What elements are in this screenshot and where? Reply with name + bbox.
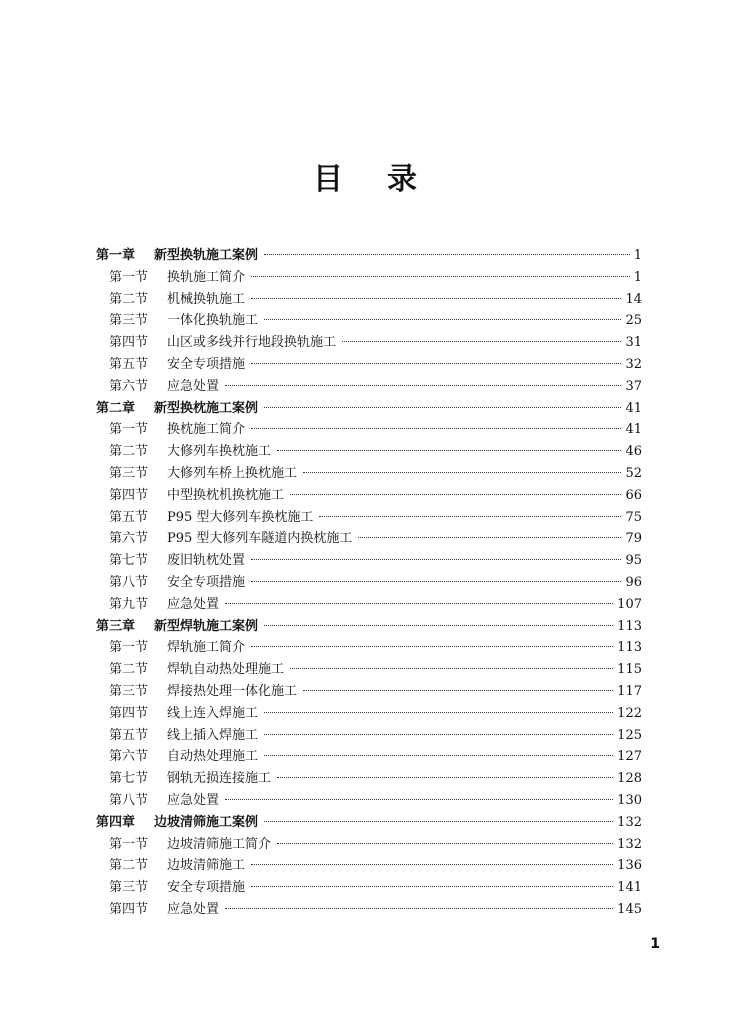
toc-entry-title: 换轨施工简介 [167,269,246,285]
toc-section-row [96,549,642,571]
toc-entry-title: 边坡清筛施工案例 [154,814,259,830]
toc-section-row [96,375,642,397]
toc-dot-leader [251,580,621,582]
toc-section-row [96,724,642,746]
toc-entry-title: 新型焊轨施工案例 [154,618,259,634]
toc-dot-leader [225,384,621,386]
toc-entry-page: 141 [617,880,642,896]
toc-entry-title: 安全专项措施 [167,356,246,372]
toc-section-row [96,353,642,375]
toc-dot-leader [251,645,613,647]
toc-entry-label: 第五节 [109,356,149,372]
toc-dot-leader [251,863,613,865]
toc-entry-label: 第七节 [109,553,149,569]
toc-entry-page: 127 [617,749,642,765]
toc-entry-page: 128 [617,771,642,787]
page-title: 目录 [313,162,461,197]
toc-entry-page: 95 [625,553,642,569]
toc-section-row [96,658,642,680]
toc-entry-page: 25 [625,313,642,329]
toc-section-row [96,680,642,702]
toc-section-row [96,331,642,353]
toc-entry-label: 第二节 [109,858,149,874]
toc-entry-label: 第一节 [109,269,149,285]
toc-entry-label: 第四章 [96,814,136,830]
toc-entry-page: 113 [617,640,642,656]
toc-entry-label: 第八节 [109,574,149,590]
toc-entry-title: 中型换枕机换枕施工 [167,487,285,503]
toc-entry-label: 第二节 [109,444,149,460]
toc-entry-label: 第三节 [109,880,149,896]
toc-section-row [96,506,642,528]
toc-entry-label: 第六节 [109,749,149,765]
toc-entry-title: 换枕施工简介 [167,422,246,438]
table-of-contents [96,244,642,920]
toc-section-row [96,767,642,789]
toc-section-row [96,745,642,767]
toc-entry-page: 113 [617,618,642,634]
toc-dot-leader [290,667,613,669]
toc-section-row [96,484,642,506]
toc-entry-page: 136 [617,858,642,874]
toc-entry-label: 第一节 [109,422,149,438]
toc-dot-leader [319,515,621,517]
toc-entry-title: 应急处置 [167,378,220,394]
toc-section-row [96,418,642,440]
toc-dot-leader [251,275,630,277]
toc-section-row [96,702,642,724]
toc-chapter-row [96,615,642,637]
toc-entry-page: 37 [625,378,642,394]
toc-section-row [96,288,642,310]
toc-entry-label: 第五节 [109,727,149,743]
toc-entry-page: 52 [625,465,642,481]
toc-entry-title: 新型换枕施工案例 [154,400,259,416]
toc-entry-title: 边坡清筛施工简介 [167,836,272,852]
toc-section-row [96,876,642,898]
toc-entry-label: 第四节 [109,335,149,351]
toc-entry-title: P95 型大修列车换枕施工 [167,509,314,525]
toc-entry-page: 41 [625,400,642,416]
toc-entry-label: 第五节 [109,509,149,525]
toc-chapter-row [96,244,642,266]
toc-section-row [96,593,642,615]
toc-dot-leader [264,406,621,408]
toc-entry-title: 机械换轨施工 [167,291,246,307]
toc-dot-leader [303,689,613,691]
toc-dot-leader [264,820,613,822]
toc-entry-label: 第二节 [109,662,149,678]
toc-entry-label: 第九节 [109,596,149,612]
toc-entry-title: 应急处置 [167,792,220,808]
toc-entry-title: 应急处置 [167,596,220,612]
toc-dot-leader [290,493,621,495]
toc-entry-title: 边坡清筛施工 [167,858,246,874]
toc-dot-leader [264,318,621,320]
toc-entry-page: 96 [625,574,642,590]
toc-dot-leader [303,471,621,473]
toc-entry-page: 1 [633,269,642,285]
toc-section-row [96,527,642,549]
toc-entry-label: 第一章 [96,248,136,263]
toc-dot-leader [277,842,613,844]
toc-entry-label: 第二章 [96,400,136,416]
toc-section-row [96,440,642,462]
toc-section-row [96,898,642,920]
toc-entry-page: 75 [625,509,642,525]
toc-entry-page: 107 [617,596,642,612]
toc-section-row [96,636,642,658]
toc-dot-leader [251,885,613,887]
toc-dot-leader [277,449,621,451]
toc-entry-page: 41 [625,422,642,438]
toc-entry-title: 焊轨施工简介 [167,640,246,656]
toc-dot-leader [251,362,621,364]
toc-chapter-row [96,811,642,833]
toc-section-row [96,854,642,876]
toc-dot-leader [264,754,613,756]
toc-entry-page: 132 [617,814,642,830]
toc-entry-label: 第三节 [109,465,149,481]
toc-entry-page: 46 [625,444,642,460]
toc-entry-title: 大修列车桥上换枕施工 [167,465,298,481]
toc-entry-title: 焊轨自动热处理施工 [167,662,285,678]
toc-section-row [96,462,642,484]
toc-entry-title: 安全专项措施 [167,574,246,590]
toc-entry-title: 大修列车换枕施工 [167,444,272,460]
toc-entry-page: 1 [633,248,642,263]
toc-dot-leader [225,907,613,909]
toc-entry-label: 第四节 [109,487,149,503]
toc-dot-leader [358,536,621,538]
toc-entry-title: 废旧轨枕处置 [167,553,246,569]
toc-dot-leader [225,602,613,604]
toc-entry-page: 145 [617,901,642,917]
toc-entry-label: 第六节 [109,531,149,547]
toc-dot-leader [277,776,613,778]
toc-entry-page: 79 [625,531,642,547]
toc-entry-page: 132 [617,836,642,852]
toc-entry-label: 第六节 [109,378,149,394]
page-number: 1 [650,936,660,952]
toc-entry-title: 焊接热处理一体化施工 [167,683,298,699]
toc-entry-label: 第八节 [109,792,149,808]
toc-entry-label: 第三节 [109,313,149,329]
toc-section-row [96,309,642,331]
toc-entry-page: 122 [617,705,642,721]
toc-entry-title: 一体化换轨施工 [167,313,259,329]
toc-entry-page: 125 [617,727,642,743]
toc-dot-leader [264,253,630,255]
toc-entry-title: 应急处置 [167,901,220,917]
toc-entry-page: 31 [625,335,642,351]
toc-entry-label: 第四节 [109,901,149,917]
toc-dot-leader [342,340,621,342]
toc-entry-title: 线上连入焊施工 [167,705,259,721]
toc-entry-label: 第一节 [109,640,149,656]
toc-entry-page: 32 [625,356,642,372]
toc-section-row [96,833,642,855]
toc-dot-leader [251,558,621,560]
toc-section-row [96,571,642,593]
toc-entry-title: 新型换轨施工案例 [154,248,259,263]
toc-dot-leader [264,711,613,713]
toc-chapter-row [96,397,642,419]
toc-entry-page: 130 [617,792,642,808]
toc-dot-leader [264,733,613,735]
toc-entry-title: 自动热处理施工 [167,749,259,765]
toc-entry-title: 钢轨无损连接施工 [167,771,272,787]
toc-section-row [96,266,642,288]
toc-dot-leader [264,624,613,626]
toc-entry-title: P95 型大修列车隧道内换枕施工 [167,531,353,547]
toc-entry-page: 66 [625,487,642,503]
toc-entry-label: 第三章 [96,618,136,634]
toc-dot-leader [251,427,621,429]
toc-entry-label: 第四节 [109,705,149,721]
toc-entry-page: 14 [625,291,642,307]
toc-entry-label: 第七节 [109,771,149,787]
toc-dot-leader [225,798,613,800]
toc-section-row [96,789,642,811]
toc-entry-title: 线上插入焊施工 [167,727,259,743]
toc-entry-label: 第三节 [109,683,149,699]
toc-dot-leader [251,297,621,299]
toc-entry-title: 山区或多线并行地段换轨施工 [167,335,337,351]
toc-entry-label: 第二节 [109,291,149,307]
toc-entry-page: 115 [617,662,642,678]
toc-entry-title: 安全专项措施 [167,880,246,896]
toc-entry-label: 第一节 [109,836,149,852]
toc-entry-page: 117 [617,683,642,699]
